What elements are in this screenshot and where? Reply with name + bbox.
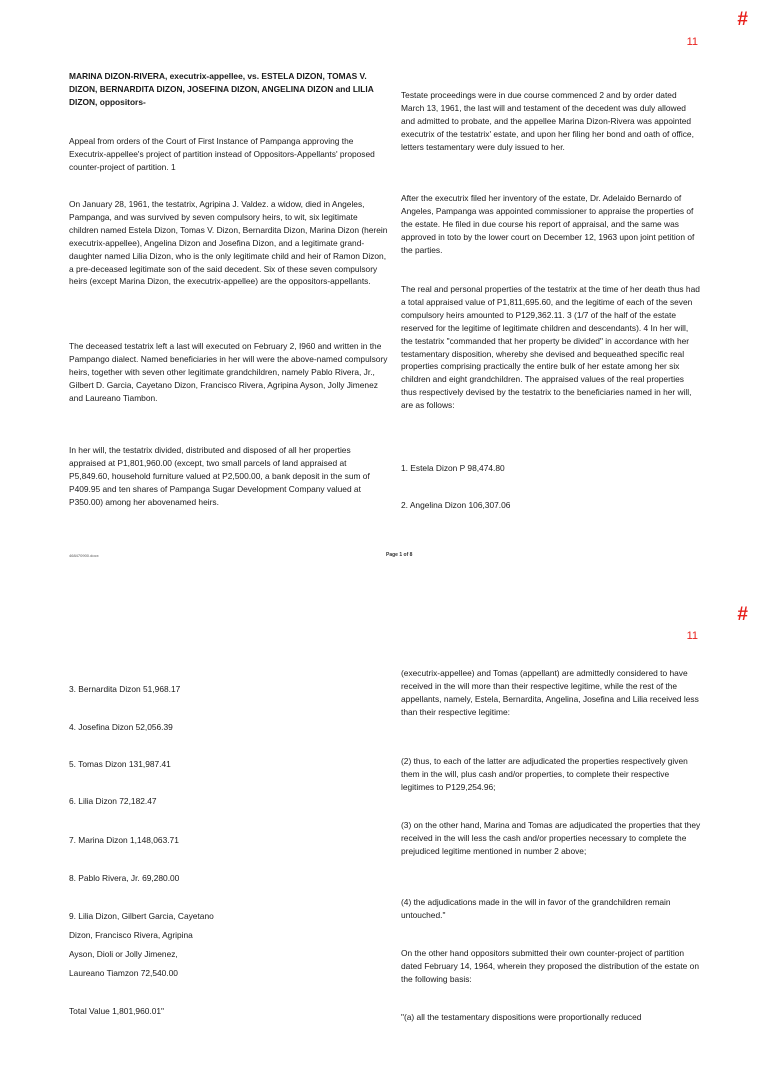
paragraph: In her will, the testatrix divided, distributed and disposed of all her properties appraised at P1,801,960.00 (except, two small parcels of land appraised at P5,849.60, household furniture valued at P2,500.00, a bank deposit in the sum of P409.95 and ten shares of Pampanga Sugar Development Company valued at P350.00) among her abovenamed heirs. [69,445,370,507]
footer-page-number: Page 1 of 8 [386,552,413,558]
left-column [69,70,389,109]
footer-filename: 468470900.docx [69,553,99,558]
list-item: 4. Josefina Dizon 52,056.39 [69,722,173,732]
right-column-para [401,499,701,512]
left-column-item [69,1005,389,1018]
right-column-para [401,667,701,719]
list-item: Laureano Tiamzon 72,540.00 [69,968,178,978]
right-column-para [401,283,701,412]
left-column-para [69,135,389,174]
paragraph: On January 28, 1961, the testatrix, Agripina J. Valdez. a widow, died in Angeles, Pampanga, and was survived by seven compulsory heirs, to wit, six legitimate children named Estela Dizon, Tomas V. Dizon, Bernardita Dizon, Marina Dizon (herein executrix-appellee), Angelina Dizon and Josefina Dizon, and a legitimate grand-daughter named Lilia Dizon, who is the only legitimate child and heir of Ramon Dizon, a pre-deceased legitimate son of the said decedent. Six of these seven compulsory heirs (except Marina Dizon, the executrix-appellee) are the oppositors-appellants. [69,199,388,287]
paragraph: Appeal from orders of the Court of First Instance of Pampanga approving the Executrix-appellee's project of partition instead of Oppositors-Appellants' proposed counter-project of partition. 1 [69,136,375,172]
left-column-item [69,683,389,696]
list-item: 6. Lilia Dizon 72,182.47 [69,796,157,806]
list-item: Ayson, Dioli or Jolly Jimenez, [69,949,178,959]
paragraph: (3) on the other hand, Marina and Tomas are adjudicated the properties that they received in the will less the cash and/or properties necessary to complete the prejudiced legitime mentioned in number 2 above; [401,820,701,856]
paragraph: (4) the adjudications made in the will in favor of the grandchildren remain untouched." [401,897,671,920]
paragraph: (executrix-appellee) and Tomas (appellant) are admittedly considered to have received in the will more than their respective legitime, while the rest of the appellants, namely, Estela, Bernardita, Angelina, Josefina and Lilia received less than their respective legitime: [401,668,699,717]
right-column-para [401,192,701,257]
left-column-para [69,444,389,509]
page-marker-number: 11 [686,630,698,642]
left-column-item [69,834,389,847]
right-column-para [401,947,701,986]
left-column-item [69,721,389,734]
list-item: 5. Tomas Dizon 131,987.41 [69,759,171,769]
left-column-item [69,872,389,885]
left-column-item [69,967,389,980]
left-column-para [69,340,389,405]
right-column-para [401,819,701,858]
left-column-item [69,758,389,771]
list-item: Total Value 1,801,960.01" [69,1006,165,1016]
list-item: 9. Lilia Dizon, Gilbert Garcia, Cayetano [69,911,214,921]
paragraph: The real and personal properties of the testatrix at the time of her death thus had a total appraised value of P1,811,695.60, and the legitime of each of the seven compulsory heirs amounted to P129,362.11. 3 (1/7 of the half of the estate reserved for the legitime of legitimate children and descendants). 4 In her will, the testatrix "commanded that her property be divided" in accordance with her testamentary disposition, whereby she devised and bequeathed specific real properties comprising practically the entire bulk of her estate among her six children and eight grandchildren. The appraised values of the real properties thus respectively devised by the testatrix to the beneficiaries named in her will, are as follows: [401,284,700,411]
right-column-para [401,1011,701,1024]
list-item: 2. Angelina Dizon 106,307.06 [401,500,511,510]
paragraph: Testate proceedings were in due course commenced 2 and by order dated March 13, 1961, the last will and testament of the decedent was duly allowed and admitted to probate, and the appellee Marina Dizon-Rivera was appointed executrix of the testatrix' estate, and upon her filing her bond and oath of office, letters testamentary were duly issued to her. [401,90,694,152]
list-item: 7. Marina Dizon 1,148,063.71 [69,835,179,845]
right-column-para [401,462,701,475]
paragraph: The deceased testatrix left a last will executed on February 2, I960 and written in the Pampango dialect. Named beneficiaries in her will were the above-named compulsory heirs, together with seven other legitimate grandchildren, namely Pablo Rivera, Jr., Gilbert D. Garcia, Cayetano Dizon, Francisco Rivera, Agripina Ayson, Jolly Jimenez and Laureano Tiambon. [69,341,388,403]
page-marker-number: 11 [686,36,698,48]
left-column-para [69,198,389,288]
paragraph: (2) thus, to each of the latter are adjudicated the properties respectively given them in the will, plus cash and/or properties, to complete their respective legitimes to P129,254.96; [401,756,688,792]
right-column-para [401,755,701,794]
document-page-2 [0,575,768,1087]
paragraph: After the executrix filed her inventory of the estate, Dr. Adelaido Bernardo of Angeles, Pampanga was appointed commissioner to appraise the properties of the estate. He filed in due course his report of appraisal, and the same was approved in toto by the lower court on December 12, 1963 upon joint petition of the parties. [401,193,695,255]
left-column-item [69,948,389,961]
list-item: 8. Pablo Rivera, Jr. 69,280.00 [69,873,180,883]
right-column-para [401,896,701,922]
left-column-item [69,795,389,808]
page-marker-hash: # [737,9,748,30]
document-page-1 [0,0,768,512]
list-item: Dizon, Francisco Rivera, Agripina [69,930,193,940]
paragraph: "(a) all the testamentary dispositions were proportionally reduced [401,1012,642,1022]
list-item: 3. Bernardita Dizon 51,968.17 [69,684,181,694]
list-item: 1. Estela Dizon P 98,474.80 [401,463,505,473]
left-column-item [69,929,389,942]
case-title: MARINA DIZON-RIVERA, executrix-appellee, vs. ESTELA DIZON, TOMAS V. DIZON, BERNARDITA DIZON, JOSEFINA DIZON, ANGELINA DIZON and LILIA DIZON, oppositors- [69,71,374,107]
paragraph: On the other hand oppositors submitted their own counter-project of partition dated February 14, 1964, wherein they proposed the distribution of the estate on the following basis: [401,948,699,984]
page-marker-hash: # [737,604,748,625]
left-column-item [69,910,389,923]
right-column-para [401,89,701,154]
